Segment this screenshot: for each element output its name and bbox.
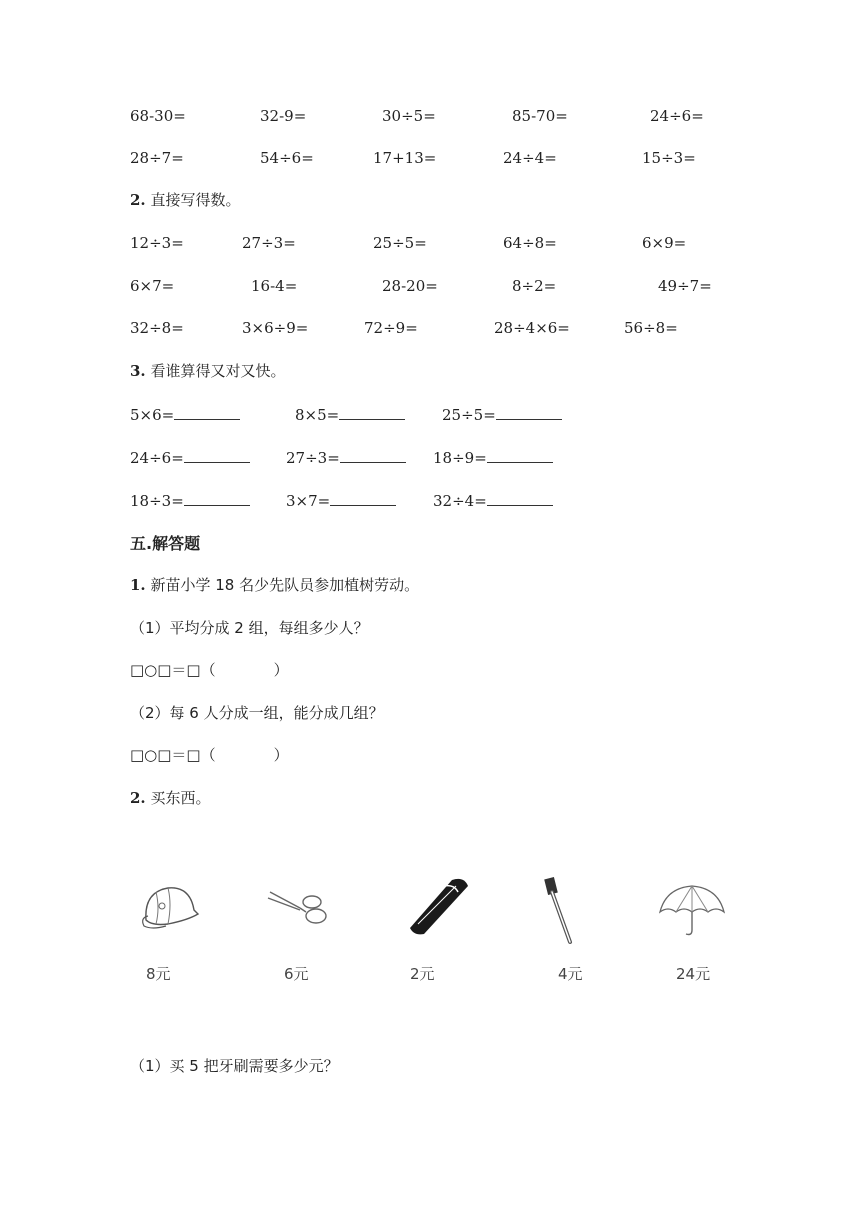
fill-blank[interactable]: [286, 450, 406, 466]
problem: 32÷8=: [130, 319, 184, 337]
price-label: 24元: [676, 965, 711, 983]
sub-question-1: （1）平均分成 2 组，每组多少人？: [130, 619, 369, 637]
paren-close: ）: [273, 746, 289, 764]
problem: 54÷6=: [260, 149, 314, 167]
problem: 30÷5=: [382, 107, 436, 125]
fill-blank[interactable]: [433, 493, 553, 509]
sub-question-buy-1: （1）买 5 把牙刷需要多少元？: [130, 1057, 339, 1075]
problem: 12÷3=: [130, 234, 184, 252]
problem: 16-4=: [251, 277, 298, 295]
formula-template: □○□＝□（: [130, 746, 216, 764]
answer-blank[interactable]: [340, 450, 406, 463]
formula-template: □○□＝□（: [130, 661, 216, 679]
problem: 6×7=: [130, 277, 175, 295]
comb-icon: [404, 872, 474, 938]
problem: 27÷3=: [286, 449, 340, 467]
problem-number: 2.: [130, 789, 146, 807]
fill-blank[interactable]: [130, 493, 250, 509]
problem: 17+13=: [373, 149, 437, 167]
toothbrush-icon: [540, 876, 580, 946]
answer-blank[interactable]: [496, 407, 562, 420]
problem: 24÷6=: [130, 449, 184, 467]
problem: 24÷4=: [503, 149, 557, 167]
price-label: 2元: [410, 965, 435, 983]
answer-blank[interactable]: [487, 493, 553, 506]
fill-blank[interactable]: [130, 450, 250, 466]
problem: 8÷2=: [512, 277, 557, 295]
section-title: 五.解答题: [130, 534, 201, 553]
problem-1-heading: [130, 578, 419, 593]
fill-blank[interactable]: [433, 450, 553, 466]
scissors-icon: [266, 888, 332, 928]
problem: 64÷8=: [503, 234, 557, 252]
formula-blank-1[interactable]: [130, 663, 289, 678]
problem: 28÷4×6=: [494, 319, 570, 337]
answer-blank[interactable]: [184, 493, 250, 506]
problem: 15÷3=: [642, 149, 696, 167]
problem: 32÷4=: [433, 492, 487, 510]
umbrella-icon: [656, 882, 728, 938]
problem: 56÷8=: [624, 319, 678, 337]
sub-question-2: （2）每 6 人分成一组，能分成几组？: [130, 704, 384, 722]
paren-close: ）: [273, 661, 289, 679]
problem: 27÷3=: [242, 234, 296, 252]
problem: 3×6÷9=: [242, 319, 309, 337]
cap-icon: [138, 880, 204, 936]
question-number: 2.: [130, 191, 146, 209]
price-label: 8元: [146, 965, 171, 983]
problem: 3×7=: [286, 492, 331, 510]
problem-text: 新苗小学 18 名少先队员参加植树劳动。: [150, 576, 420, 594]
answer-blank[interactable]: [487, 450, 553, 463]
question-text: 直接写得数。: [150, 191, 241, 209]
problem: 72÷9=: [364, 319, 418, 337]
answer-blank[interactable]: [339, 407, 405, 420]
fill-blank[interactable]: [130, 407, 240, 423]
fill-blank[interactable]: [295, 407, 405, 423]
problem: 68-30=: [130, 107, 186, 125]
answer-blank[interactable]: [174, 407, 240, 420]
problem: 28÷7=: [130, 149, 184, 167]
answer-blank[interactable]: [184, 450, 250, 463]
question-text: 看谁算得又对又快。: [150, 362, 286, 380]
problem: 8×5=: [295, 406, 340, 424]
answer-blank[interactable]: [330, 493, 396, 506]
question-2-heading: [130, 193, 240, 208]
problem-text: 买东西。: [150, 789, 211, 807]
fill-blank[interactable]: [442, 407, 562, 423]
problem: 32-9=: [260, 107, 307, 125]
fill-blank[interactable]: [286, 493, 396, 509]
price-label: 6元: [284, 965, 309, 983]
problem: 18÷3=: [130, 492, 184, 510]
problem: 6×9=: [642, 234, 687, 252]
problem-number: 1.: [130, 576, 146, 594]
problem: 49÷7=: [658, 277, 712, 295]
problem: 5×6=: [130, 406, 175, 424]
question-number: 3.: [130, 362, 146, 380]
problem: 25÷5=: [373, 234, 427, 252]
problem: 25÷5=: [442, 406, 496, 424]
problem: 28-20=: [382, 277, 438, 295]
question-3-heading: [130, 364, 285, 379]
problem: 18÷9=: [433, 449, 487, 467]
problem: 24÷6=: [650, 107, 704, 125]
formula-blank-2[interactable]: [130, 748, 289, 763]
price-label: 4元: [558, 965, 583, 983]
problem-2-heading: [130, 791, 210, 806]
problem: 85-70=: [512, 107, 568, 125]
